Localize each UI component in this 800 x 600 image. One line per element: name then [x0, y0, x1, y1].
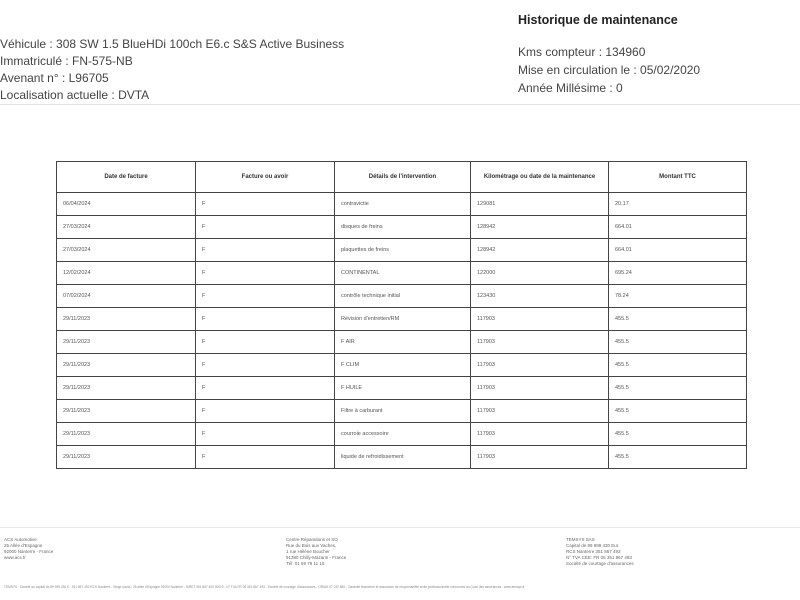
header-mileage: Kilométrage ou date de la maintenance: [471, 162, 609, 193]
cell-amount: 455.5: [609, 308, 747, 331]
vehicle-model: Véhicule : 308 SW 1.5 BlueHDi 100ch E6.c S&S Active Business: [0, 37, 345, 51]
cell-details: F AIR: [335, 331, 471, 354]
header-invoice-type: Facture ou avoir: [196, 162, 335, 193]
footer-line: Société de courtage d'assurances: [566, 561, 634, 566]
cell-mileage: 117903: [471, 400, 609, 423]
cell-details: liquide de refroidissement: [335, 446, 471, 469]
cell-mileage: 123430: [471, 285, 609, 308]
cell-details: courroie accessoire: [335, 423, 471, 446]
cell-type: F: [196, 308, 335, 331]
vehicle-info: [0, 36, 344, 104]
footer-line: Tél. 01 69 79 11 15: [286, 561, 325, 566]
table-row: [57, 262, 747, 285]
cell-mileage: 117903: [471, 423, 609, 446]
cell-details: contravictie: [335, 193, 471, 216]
cell-details: F HUILE: [335, 377, 471, 400]
table-row: [57, 331, 747, 354]
cell-mileage: 117903: [471, 331, 609, 354]
footer-line: Capital de 89 999 430 Eur.: [566, 543, 620, 548]
document-title: Historique de maintenance: [518, 13, 678, 27]
cell-amount: 20.17: [609, 193, 747, 216]
cell-mileage: 129081: [471, 193, 609, 216]
cell-date: 29/11/2023: [57, 331, 196, 354]
cell-amount: 664.01: [609, 239, 747, 262]
cell-type: F: [196, 285, 335, 308]
cell-details: CONTINENTAL: [335, 262, 471, 285]
cell-details: disques de freins: [335, 216, 471, 239]
footer-legal-entity: [566, 537, 634, 567]
footer-line: 25 Allée d'Espagne: [4, 543, 43, 548]
maintenance-table: [56, 161, 747, 469]
cell-type: F: [196, 239, 335, 262]
vehicle-plate: Immatriculé : FN-575-NB: [0, 54, 133, 68]
table-row: [57, 308, 747, 331]
cell-mileage: 117903: [471, 377, 609, 400]
cell-details: plaquettes de freins: [335, 239, 471, 262]
footer-line: ACS Automotive: [4, 537, 37, 542]
cell-date: 29/11/2023: [57, 308, 196, 331]
header-divider: [0, 104, 800, 105]
cell-amount: 78.24: [609, 285, 747, 308]
legal-notice: TEMSYS : Société au capital de 89 999 430 € - 351 867 493 RCS Nanterre - Siège social : 25 allée d'Espagne 92000 Nanterre - SIRET 351 867 493 00019 - N° TVA FR 06 351 867 493 - Société de courtage d'assurances - ORIAS 07 032 880 - Garantie financière et assurance de responsabilité civile professionnelle conformes au Code des assurances - www.temsys.fr: [4, 585, 525, 589]
table-row: [57, 446, 747, 469]
cell-date: 29/11/2023: [57, 446, 196, 469]
footer-line: 91380 Chilly-Mazarin - France: [286, 555, 347, 560]
footer-line: www.acs.fr: [4, 555, 26, 560]
odometer: Kms compteur : 134960: [518, 45, 646, 59]
cell-date: 07/02/2024: [57, 285, 196, 308]
vintage-year: Année Millésime : 0: [518, 81, 623, 95]
footer-repair-center: [286, 537, 346, 567]
cell-date: 06/04/2024: [57, 193, 196, 216]
header-amount: Montant TTC: [609, 162, 747, 193]
table-row: [57, 400, 747, 423]
table-row: [57, 354, 747, 377]
maintenance-summary: [518, 13, 700, 97]
cell-date: 27/03/2024: [57, 216, 196, 239]
table-row: [57, 285, 747, 308]
cell-type: F: [196, 354, 335, 377]
cell-mileage: 122000: [471, 262, 609, 285]
vehicle-amendment: Avenant n° : L96705: [0, 71, 109, 85]
cell-type: F: [196, 400, 335, 423]
cell-date: 27/03/2024: [57, 239, 196, 262]
cell-type: F: [196, 331, 335, 354]
cell-date: 29/11/2023: [57, 400, 196, 423]
footer-line: TEMSYS SAS: [566, 537, 595, 542]
footer-line: 92000 Nanterre - France: [4, 549, 54, 554]
cell-amount: 664.01: [609, 216, 747, 239]
footer-company-address: [4, 537, 53, 561]
table-row: [57, 423, 747, 446]
cell-type: F: [196, 377, 335, 400]
cell-mileage: 117903: [471, 308, 609, 331]
cell-details: contrôle technique initial: [335, 285, 471, 308]
cell-mileage: 128942: [471, 216, 609, 239]
table-row: [57, 239, 747, 262]
cell-details: Révision d'entretien/RM: [335, 308, 471, 331]
table-header-row: [57, 162, 747, 193]
footer-line: RCS Nanterre 351 867 493: [566, 549, 621, 554]
cell-amount: 455.5: [609, 331, 747, 354]
cell-amount: 455.5: [609, 400, 747, 423]
cell-date: 29/11/2023: [57, 377, 196, 400]
cell-type: F: [196, 446, 335, 469]
footer-line: N° TVA CEE: FR 06 351 867 493: [566, 555, 632, 560]
cell-mileage: 117903: [471, 354, 609, 377]
footer-line: Centre Réparations et SO: [286, 537, 338, 542]
registration-date: Mise en circulation le : 05/02/2020: [518, 63, 701, 77]
table-row: [57, 193, 747, 216]
cell-mileage: 117903: [471, 446, 609, 469]
cell-amount: 455.5: [609, 446, 747, 469]
cell-date: 12/02/2024: [57, 262, 196, 285]
header-intervention-details: Détails de l'intervention: [335, 162, 471, 193]
vehicle-location: Localisation actuelle : DVTA: [0, 88, 150, 102]
cell-amount: 695.24: [609, 262, 747, 285]
cell-date: 29/11/2023: [57, 423, 196, 446]
cell-amount: 455.5: [609, 354, 747, 377]
cell-type: F: [196, 193, 335, 216]
cell-type: F: [196, 262, 335, 285]
cell-details: Filtre à carburant: [335, 400, 471, 423]
cell-date: 29/11/2023: [57, 354, 196, 377]
footer-divider: [0, 527, 800, 528]
cell-amount: 455.5: [609, 377, 747, 400]
cell-type: F: [196, 423, 335, 446]
cell-type: F: [196, 216, 335, 239]
header-invoice-date: Date de facture: [57, 162, 196, 193]
table-row: [57, 377, 747, 400]
cell-details: F CLIM: [335, 354, 471, 377]
cell-amount: 455.5: [609, 423, 747, 446]
footer-line: Rue du Bois aux Vaches,: [286, 543, 337, 548]
table-row: [57, 216, 747, 239]
cell-mileage: 128942: [471, 239, 609, 262]
footer-line: 1 rue Hélène Boucher: [286, 549, 330, 554]
